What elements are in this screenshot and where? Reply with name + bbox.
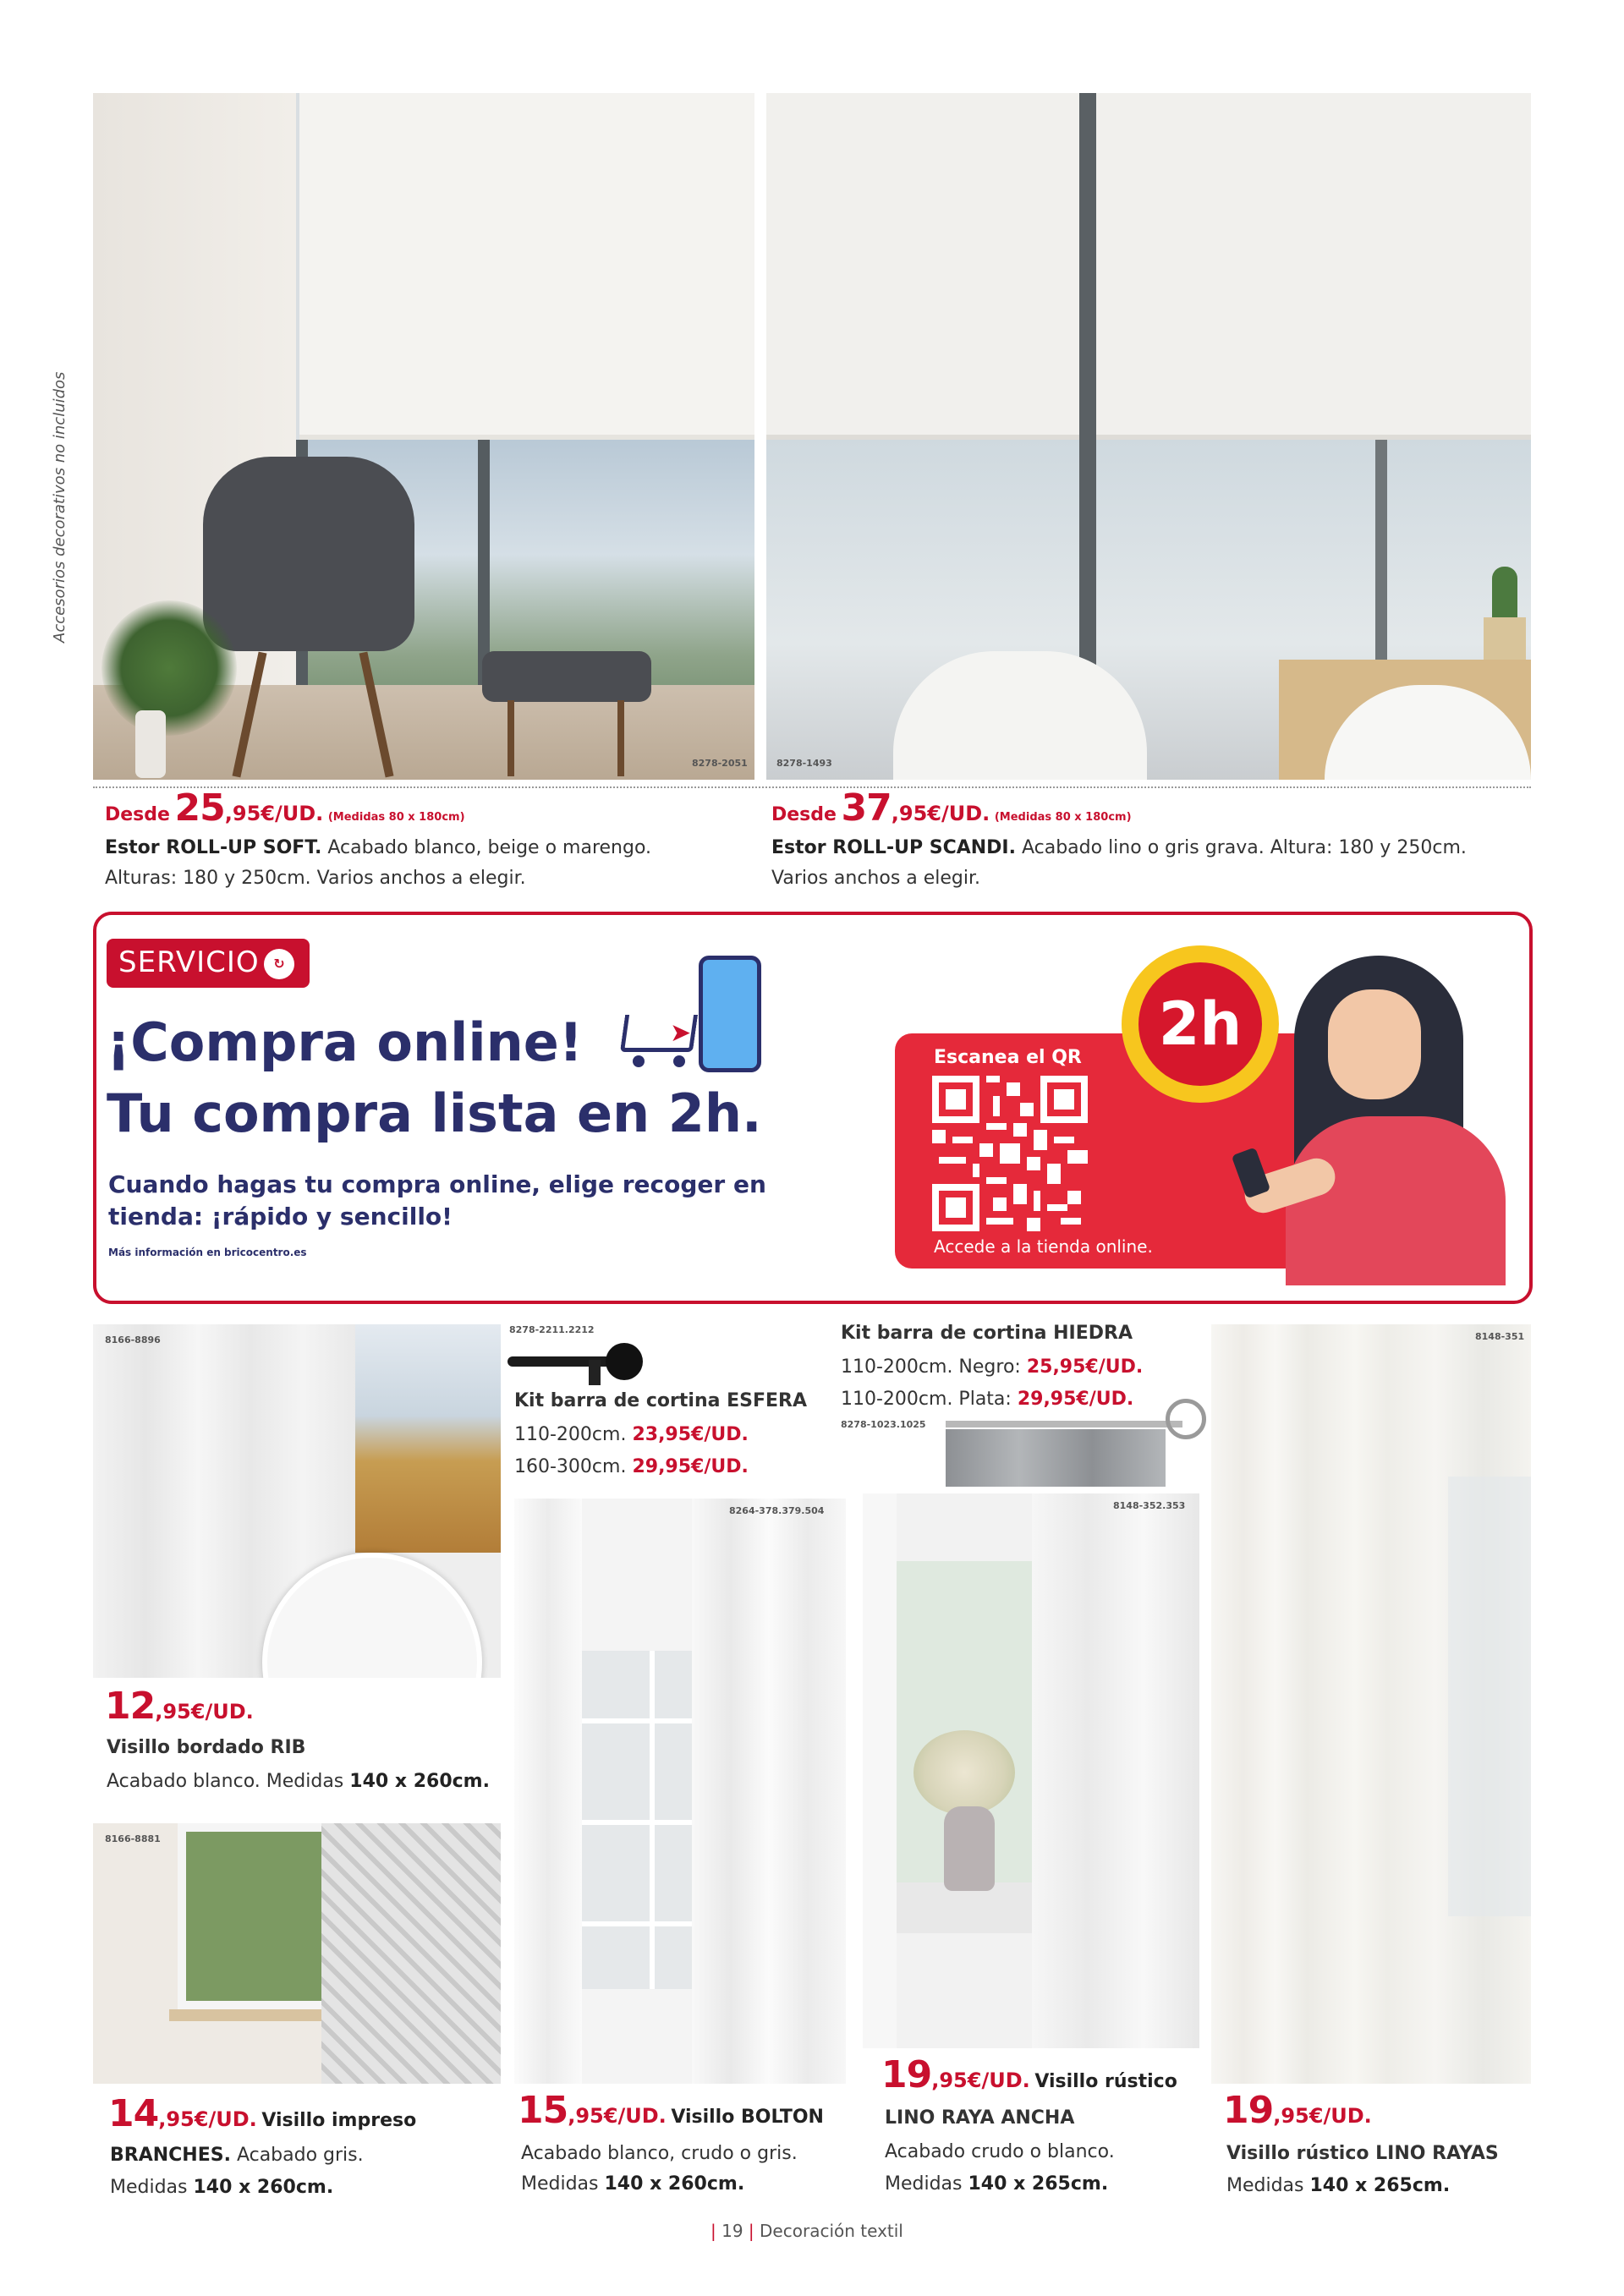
rib-price-dec: ,95€/UD. xyxy=(155,1700,254,1723)
service-sub-2: tienda: ¡rápido y sencillo! xyxy=(108,1203,453,1230)
rayas-photo xyxy=(1211,1324,1531,2084)
bolton-desc-c: 140 x 260cm. xyxy=(604,2173,745,2195)
branches-desc-a: Acabado gris. xyxy=(236,2145,364,2166)
hiedra-r1-price: 25,95€/UD. xyxy=(1026,1356,1144,1378)
raya-ancha-code: 8148-352.353 xyxy=(1113,1500,1186,1511)
roll-scandi-price-dec: ,95€/UD. xyxy=(891,802,990,825)
bolton-photo xyxy=(514,1499,846,2084)
footer-section: Decoración textil xyxy=(760,2221,903,2241)
hiedra-rod-photo xyxy=(946,1387,1210,1487)
esfera-title: Kit barra de cortina ESFERA xyxy=(514,1390,808,1411)
raya-ancha-price-int: 19 xyxy=(881,2053,932,2096)
service-note: Más información en bricocentro.es xyxy=(108,1247,307,1258)
raya-ancha-desc-b: Medidas xyxy=(885,2173,968,2195)
roll-soft-desc1: Acabado blanco, beige o marengo. xyxy=(327,837,652,858)
bolton-price-int: 15 xyxy=(518,2089,568,2132)
rayas-price-dec: ,95€/UD. xyxy=(1273,2104,1372,2128)
branches-name-a: Visillo impreso xyxy=(261,2110,417,2131)
rib-desc-b: 140 x 260cm. xyxy=(349,1771,490,1792)
roll-soft-photo xyxy=(93,93,754,780)
roll-soft-code: 8278-2051 xyxy=(692,758,748,769)
service-sub-1: Cuando hagas tu compra online, elige recoger en xyxy=(108,1170,766,1198)
esfera-r1 xyxy=(514,1424,749,1445)
rib-price xyxy=(105,1685,254,1728)
rib-desc-a: Acabado blanco. Medidas xyxy=(107,1771,350,1792)
rib-price-int: 12 xyxy=(105,1685,156,1728)
rib-name: Visillo bordado RIB xyxy=(107,1737,306,1758)
rib-code: 8166-8896 xyxy=(105,1334,161,1345)
roll-scandi-line1 xyxy=(771,837,1467,858)
hiedra-r2-price: 29,95€/UD. xyxy=(1017,1389,1134,1410)
bolton-desc1: Acabado blanco, crudo o gris. xyxy=(521,2143,798,2164)
roll-soft-desde: Desde xyxy=(105,804,170,825)
rayas-line3 xyxy=(1226,2175,1450,2196)
bolton-name: Visillo BOLTON xyxy=(671,2107,824,2128)
raya-ancha-name-b: LINO RAYA ANCHA xyxy=(885,2107,1075,2129)
roll-scandi-name: Estor ROLL-UP SCANDI. xyxy=(771,837,1016,858)
roll-soft-line1 xyxy=(105,837,651,858)
roll-soft-desc2: Alturas: 180 y 250cm. Varios anchos a elegir. xyxy=(105,868,526,889)
bolton-price xyxy=(518,2089,824,2132)
woman-illustration xyxy=(1243,947,1522,1285)
branches-line2 xyxy=(110,2145,364,2166)
side-note: Accesorios decorativos no incluidos xyxy=(51,371,69,643)
branches-price-int: 14 xyxy=(108,2092,159,2135)
esfera-r2 xyxy=(514,1456,749,1477)
roll-scandi-price xyxy=(771,786,1132,830)
qr-foot: Accede a la tienda online. xyxy=(934,1236,1153,1257)
bolton-line3 xyxy=(521,2173,744,2195)
branches-photo xyxy=(93,1823,501,2084)
esfera-code: 8278-2211.2212 xyxy=(509,1324,595,1335)
raya-ancha-line3 xyxy=(885,2173,1108,2195)
hiedra-r1 xyxy=(841,1356,1143,1378)
roll-scandi-photo xyxy=(766,93,1531,780)
branches-desc-c: 140 x 260cm. xyxy=(193,2177,334,2198)
roll-scandi-desc2: Varios anchos a elegir. xyxy=(771,868,981,889)
branches-name-b: BRANCHES. xyxy=(110,2145,231,2166)
rayas-price xyxy=(1223,2089,1372,2132)
roll-soft-medidas: (Medidas 80 x 180cm) xyxy=(327,811,465,824)
raya-ancha-desc1: Acabado crudo o blanco. xyxy=(885,2141,1115,2162)
esfera-r2-price: 29,95€/UD. xyxy=(632,1456,749,1477)
bolton-desc-b: Medidas xyxy=(521,2173,605,2195)
esfera-r1-price: 23,95€/UD. xyxy=(632,1424,749,1445)
service-badge: SERVICIO xyxy=(107,939,310,988)
roll-soft-name: Estor ROLL-UP SOFT. xyxy=(105,837,322,858)
footer: | 19 | Decoración textil xyxy=(710,2221,903,2241)
badge-2h: 2h xyxy=(1138,962,1262,1086)
raya-ancha-price xyxy=(881,2053,1177,2096)
branches-price xyxy=(108,2092,416,2135)
branches-code: 8166-8881 xyxy=(105,1833,161,1844)
rayas-desc-b: Medidas xyxy=(1226,2175,1310,2196)
hiedra-r2-label: 110-200cm. Plata: xyxy=(841,1389,1012,1410)
roll-scandi-medidas: (Medidas 80 x 180cm) xyxy=(994,811,1132,824)
branches-desc-b: Medidas xyxy=(110,2177,194,2198)
branches-line3 xyxy=(110,2177,333,2198)
esfera-r2-label: 160-300cm. xyxy=(514,1456,627,1477)
service-headline-1: ¡Compra online! xyxy=(107,1011,584,1073)
hiedra-title: Kit barra de cortina HIEDRA xyxy=(841,1323,1133,1344)
qr-code[interactable] xyxy=(932,1076,1088,1231)
rib-photo xyxy=(93,1324,501,1678)
branches-price-dec: ,95€/UD. xyxy=(158,2107,257,2131)
bolton-price-dec: ,95€/UD. xyxy=(568,2104,667,2128)
roll-scandi-desde: Desde xyxy=(771,804,837,825)
esfera-r1-label: 110-200cm. xyxy=(514,1424,627,1445)
brand-circle-icon: ↻ xyxy=(264,949,294,979)
rayas-name: Visillo rústico LINO RAYAS xyxy=(1226,2143,1499,2164)
raya-ancha-price-dec: ,95€/UD. xyxy=(931,2069,1030,2092)
raya-ancha-photo xyxy=(863,1493,1199,2048)
hiedra-code: 8278-1023.1025 xyxy=(841,1419,926,1430)
raya-ancha-desc-c: 140 x 265cm. xyxy=(968,2173,1109,2195)
cart-phone-icon: ➤ xyxy=(623,956,775,1082)
footer-page: 19 xyxy=(721,2221,743,2241)
qr-title: Escanea el QR xyxy=(934,1047,1082,1068)
rayas-code: 8148-351 xyxy=(1475,1331,1525,1342)
roll-soft-price-int: 25 xyxy=(174,786,225,830)
raya-ancha-name-a: Visillo rústico xyxy=(1034,2071,1177,2092)
esfera-rod-icon xyxy=(508,1343,643,1385)
roll-scandi-price-int: 37 xyxy=(841,786,892,830)
rib-desc xyxy=(107,1771,490,1792)
roll-scandi-desc1: Acabado lino o gris grava. Altura: 180 y 250cm. xyxy=(1021,837,1467,858)
roll-soft-price xyxy=(105,786,465,830)
rayas-desc-c: 140 x 265cm. xyxy=(1309,2175,1451,2196)
service-headline-2: Tu compra lista en 2h. xyxy=(107,1082,762,1144)
rayas-price-int: 19 xyxy=(1223,2089,1274,2132)
bolton-code: 8264-378.379.504 xyxy=(729,1505,825,1516)
roll-soft-price-dec: ,95€/UD. xyxy=(224,802,324,825)
hiedra-r1-label: 110-200cm. Negro: xyxy=(841,1356,1021,1378)
roll-scandi-code: 8278-1493 xyxy=(776,758,832,769)
